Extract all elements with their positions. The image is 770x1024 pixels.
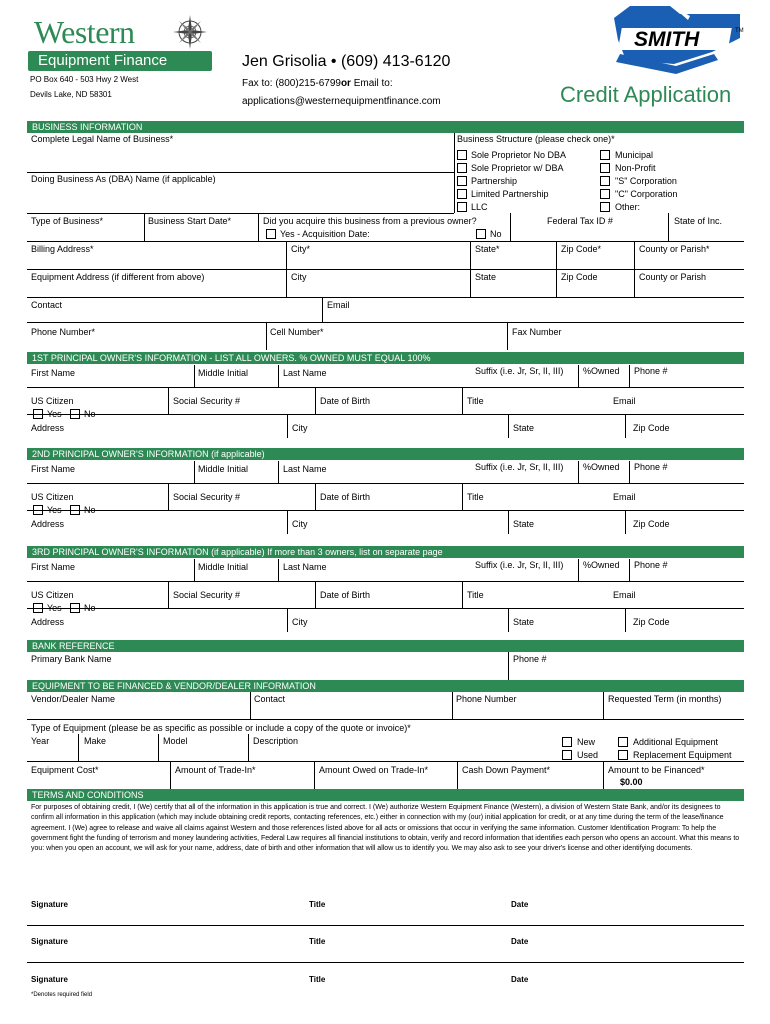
structure-option: LLC xyxy=(471,202,488,212)
owner-1-divider xyxy=(462,387,463,414)
owner-3-middle-label: Middle Initial xyxy=(198,562,249,572)
owner-2-divider xyxy=(194,461,195,483)
owner-1-divider xyxy=(194,365,195,387)
equipment-address-label: Equipment Address (if different from above) xyxy=(31,272,205,282)
cell-label: Cell Number* xyxy=(270,327,324,337)
signature-date-label-2: Date xyxy=(511,937,529,946)
owner-2-city-label: City xyxy=(292,519,308,529)
owner-3-citizen-yes-label: Yes xyxy=(47,603,62,613)
owner-3-us-citizen-label: US Citizen xyxy=(31,590,74,600)
owner-1-first-name-label: First Name xyxy=(31,368,76,378)
owner-1-divider xyxy=(315,387,316,414)
owner-2-citizen-no-label: No xyxy=(84,505,96,515)
owner-2-divider xyxy=(629,461,630,483)
dba-label: Doing Business As (DBA) Name (if applicable) xyxy=(31,174,216,184)
owner-3-divider xyxy=(625,608,626,632)
billing-zip-label: Zip Code* xyxy=(561,244,602,254)
owner-1-divider xyxy=(629,365,630,387)
amount-financed-value[interactable]: $0.00 xyxy=(620,777,643,787)
owner-1-divider xyxy=(578,365,579,387)
equipment-cost-label: Equipment Cost* xyxy=(31,765,99,775)
structure-option: Non-Profit xyxy=(615,163,656,173)
acquired-yes-checkbox[interactable] xyxy=(266,229,276,239)
owner-3-last-name-label: Last Name xyxy=(283,562,327,572)
smith-tm: TM xyxy=(735,28,744,34)
cash-down-label: Cash Down Payment* xyxy=(462,765,551,775)
additional-equipment-checkbox[interactable] xyxy=(618,737,628,747)
signature-date-label-1: Date xyxy=(511,900,529,909)
terms-text: For purposes of obtaining credit, I (We) certify that all of the information in this application is true and correct. I (We) authorize Western Equipment Finance (Western), a division of Western State Bank, and/or its designees to confirm all information in this application (which may include obtaining credit reports, contacting references, etc.) either in connection with my (our) initial application for credit, or at any time during the term of the lease/finance agreement. I (We) agree to release and waive all claims against Western and those references listed above for all acts or omissions that occur in verifying the same information. Customer Identification Program: To help the government fight the funding of terrorism and money laundering activities, Federal Law requires all financial institutions to obtain, verify and record information that identifies each person who opens an account. What this means to you: when you open an account, we will ask for your name, address, date of birth and other information that will allow us to identify you. We may also ask to see your driver's license and other identifying documents. xyxy=(31,804,740,853)
owner-3-divider xyxy=(194,559,195,581)
owner-1-state-label: State xyxy=(513,423,535,433)
start-date-label: Business Start Date* xyxy=(148,216,232,226)
partnership-checkbox[interactable] xyxy=(457,176,467,186)
owner-2-divider xyxy=(315,483,316,510)
owner-3-title-label: Title xyxy=(467,590,484,600)
owner-3-first-name-label: First Name xyxy=(31,562,76,572)
owner-3-divider xyxy=(315,581,316,608)
acquired-no-label: No xyxy=(490,229,502,239)
owner-2-divider xyxy=(168,483,169,510)
owner-1-row-line xyxy=(27,387,744,388)
owner-1-divider xyxy=(287,414,288,438)
owner-3-row-line xyxy=(27,608,744,609)
smith-logo xyxy=(600,4,748,78)
owner-3-phone-label: Phone # xyxy=(634,560,668,570)
compass-icon xyxy=(172,14,208,50)
owner-3-divider xyxy=(287,608,288,632)
fax-label: Fax Number xyxy=(512,327,562,337)
owner-2-divider xyxy=(508,510,509,534)
owner-1-citizen-yes-label: Yes xyxy=(47,409,62,419)
structure-option: Municipal xyxy=(615,150,654,160)
owner-3-divider xyxy=(578,559,579,581)
vendor-contact-label: Contact xyxy=(254,694,286,704)
bank-phone-label: Phone # xyxy=(513,654,547,664)
logo-band: Equipment Finance xyxy=(28,51,212,71)
vendor-phone-label: Phone Number xyxy=(456,694,517,704)
owner-1-citizen-no-label: No xyxy=(84,409,96,419)
billing-address-label: Billing Address* xyxy=(31,244,94,254)
amount-owed-label: Amount Owed on Trade-In* xyxy=(319,765,429,775)
equipment-type-label: Type of Equipment (please be as specific as possible or include a copy of the quote or invoice)* xyxy=(31,723,411,733)
owner-1-dob-label: Date of Birth xyxy=(320,396,371,406)
structure-option: Sole Proprietor w/ DBA xyxy=(471,163,564,173)
owner-2-title-label: Title xyxy=(467,492,484,502)
owner-2-owned-label: %Owned xyxy=(583,462,620,472)
billing-city-label: City* xyxy=(291,244,311,254)
owner-3-owned-label: %Owned xyxy=(583,560,620,570)
fax-email-label: Email to: xyxy=(350,78,393,89)
owner-2-ssn-label: Social Security # xyxy=(173,492,241,502)
sole-prop-no-dba-checkbox[interactable] xyxy=(457,150,467,160)
owner-2-address-label: Address xyxy=(31,519,65,529)
structure-option: Other: xyxy=(615,202,641,212)
other-checkbox[interactable] xyxy=(600,202,610,212)
owner-1-divider xyxy=(278,365,279,387)
structure-option: Partnership xyxy=(471,176,518,186)
owner-3-row-line xyxy=(27,581,744,582)
make-label: Make xyxy=(84,736,107,746)
signature-date-label-3: Date xyxy=(511,975,529,984)
contact-name-phone: Jen Grisolia • (609) 413-6120 xyxy=(242,53,451,70)
description-label: Description xyxy=(253,736,299,746)
additional-equipment-label: Additional Equipment xyxy=(633,737,719,747)
owner-2-divider xyxy=(625,510,626,534)
tax-id-label: Federal Tax ID # xyxy=(547,216,613,226)
owner-2-row-line xyxy=(27,483,744,484)
business-section-header: BUSINESS INFORMATION xyxy=(27,121,744,133)
fax-number: Fax to: (800)215-6799 xyxy=(242,78,341,89)
owner-2-phone-label: Phone # xyxy=(634,462,668,472)
owner-3-city-label: City xyxy=(292,617,308,627)
owner-1-row-line xyxy=(27,414,744,415)
owner-3-dob-label: Date of Birth xyxy=(320,590,371,600)
bank-section-header: BANK REFERENCE xyxy=(27,640,744,652)
primary-bank-label: Primary Bank Name xyxy=(31,654,112,664)
owner-2-email-label: Email xyxy=(613,492,636,502)
western-logo xyxy=(28,14,213,72)
owner-3-ssn-label: Social Security # xyxy=(173,590,241,600)
owner-1-city-label: City xyxy=(292,423,308,433)
replacement-equipment-label: Replacement Equipment xyxy=(633,750,732,760)
owner-3-suffix-label: Suffix (i.e. Jr, Sr, II, III) xyxy=(475,560,564,570)
owner-3-divider xyxy=(168,581,169,608)
owner-2-divider xyxy=(578,461,579,483)
billing-state-label: State* xyxy=(475,244,500,254)
acquire-question: Did you acquire this business from a previous owner? xyxy=(263,216,477,226)
owner-2-last-name-label: Last Name xyxy=(283,464,327,474)
structure-option: Limited Partnership xyxy=(471,189,549,199)
owner-2-divider xyxy=(278,461,279,483)
owner-2-suffix-label: Suffix (i.e. Jr, Sr, II, III) xyxy=(475,462,564,472)
vendor-label: Vendor/Dealer Name xyxy=(31,694,116,704)
business-type-label: Type of Business* xyxy=(31,216,104,226)
structure-option: Sole Proprietor No DBA xyxy=(471,150,567,160)
owner-2-row-line xyxy=(27,510,744,511)
signature-label-1: Signature xyxy=(31,900,68,909)
llc-checkbox[interactable] xyxy=(457,202,467,212)
owner-1-divider xyxy=(625,414,626,438)
phone-label: Phone Number* xyxy=(31,327,96,337)
c-corp-checkbox[interactable] xyxy=(600,189,610,199)
owner-2-state-label: State xyxy=(513,519,535,529)
owner-1-divider xyxy=(508,414,509,438)
owner-1-us-citizen-label: US Citizen xyxy=(31,396,74,406)
signature-label-3: Signature xyxy=(31,975,68,984)
owner-1-section-header: 1ST PRINCIPAL OWNER'S INFORMATION - LIST ALL OWNERS. % OWNED MUST EQUAL 100% xyxy=(27,352,744,364)
business-email-label: Email xyxy=(327,300,350,310)
owner-1-address-label: Address xyxy=(31,423,65,433)
owner-1-phone-label: Phone # xyxy=(634,366,668,376)
owner-1-zip-label: Zip Code xyxy=(633,423,670,433)
structure-option: "S" Corporation xyxy=(615,176,677,186)
owner-1-owned-label: %Owned xyxy=(583,366,620,376)
used-checkbox[interactable] xyxy=(562,750,572,760)
owner-2-first-name-label: First Name xyxy=(31,464,76,474)
required-footnote: *Denotes required field xyxy=(31,992,93,998)
owner-2-divider xyxy=(462,483,463,510)
owner-2-dob-label: Date of Birth xyxy=(320,492,371,502)
owner-1-middle-label: Middle Initial xyxy=(198,368,249,378)
terms-section-header: TERMS AND CONDITIONS xyxy=(27,789,744,801)
model-label: Model xyxy=(163,736,188,746)
owner-3-citizen-no-label: No xyxy=(84,603,96,613)
owner-3-section-header: 3RD PRINCIPAL OWNER'S INFORMATION (if applicable) If more than 3 owners, list on separate page xyxy=(27,546,744,558)
owner-1-title-label: Title xyxy=(467,396,484,406)
limited-partnership-checkbox[interactable] xyxy=(457,189,467,199)
owner-1-ssn-label: Social Security # xyxy=(173,396,241,406)
owner-3-state-label: State xyxy=(513,617,535,627)
owner-3-email-label: Email xyxy=(613,590,636,600)
owner-3-divider xyxy=(629,559,630,581)
owner-2-section-header: 2ND PRINCIPAL OWNER'S INFORMATION (if applicable) xyxy=(27,448,744,460)
owner-2-zip-label: Zip Code xyxy=(633,519,670,529)
equipment-section-header: EQUIPMENT TO BE FINANCED & VENDOR/DEALER INFORMATION xyxy=(27,680,744,692)
owner-2-citizen-yes-label: Yes xyxy=(47,505,62,515)
municipal-checkbox[interactable] xyxy=(600,150,610,160)
contact-label: Contact xyxy=(31,300,63,310)
owner-1-last-name-label: Last Name xyxy=(283,368,327,378)
page-title: Credit Application xyxy=(560,82,732,107)
fax-line xyxy=(242,77,393,90)
owner-3-zip-label: Zip Code xyxy=(633,617,670,627)
owner-3-divider xyxy=(508,608,509,632)
amount-financed-label: Amount to be Financed* xyxy=(608,765,705,775)
s-corp-checkbox[interactable] xyxy=(600,176,610,186)
acquired-yes-label: Yes - Acquisition Date: xyxy=(280,229,370,239)
signature-label-2: Signature xyxy=(31,937,68,946)
structure-option: "C" Corporation xyxy=(615,189,678,199)
signature-title-label-3: Title xyxy=(309,975,326,984)
equipment-state-label: State xyxy=(475,272,497,282)
owner-3-divider xyxy=(278,559,279,581)
non-profit-checkbox[interactable] xyxy=(600,163,610,173)
billing-county-label: County or Parish* xyxy=(639,244,710,254)
acquired-no-checkbox[interactable] xyxy=(476,229,486,239)
owner-2-divider xyxy=(287,510,288,534)
replacement-equipment-checkbox[interactable] xyxy=(618,750,628,760)
owner-3-address-label: Address xyxy=(31,617,65,627)
owner-1-email-label: Email xyxy=(613,396,636,406)
company-address-2: Devils Lake, ND 58301 xyxy=(30,90,112,99)
new-label: New xyxy=(577,737,596,747)
owner-2-middle-label: Middle Initial xyxy=(198,464,249,474)
equipment-city-label: City xyxy=(291,272,307,282)
owner-2-us-citizen-label: US Citizen xyxy=(31,492,74,502)
logo-wordmark: Western xyxy=(34,14,135,50)
new-checkbox[interactable] xyxy=(562,737,572,747)
owner-1-divider xyxy=(168,387,169,414)
owner-1-suffix-label: Suffix (i.e. Jr, Sr, II, III) xyxy=(475,366,564,376)
legal-name-label: Complete Legal Name of Business* xyxy=(31,134,174,144)
application-email[interactable]: applications@westernequipmentfinance.com xyxy=(242,96,441,107)
year-label: Year xyxy=(31,736,50,746)
equipment-county-label: County or Parish xyxy=(639,272,707,282)
trade-in-label: Amount of Trade-In* xyxy=(175,765,256,775)
sole-prop-dba-checkbox[interactable] xyxy=(457,163,467,173)
signature-title-label-2: Title xyxy=(309,937,326,946)
requested-term-label: Requested Term (in months) xyxy=(608,694,722,704)
company-address-1: PO Box 640 - 503 Hwy 2 West xyxy=(30,75,139,84)
state-inc-label: State of Inc. xyxy=(674,216,723,226)
equipment-zip-label: Zip Code xyxy=(561,272,598,282)
used-label: Used xyxy=(577,750,599,760)
owner-3-divider xyxy=(462,581,463,608)
signature-title-label-1: Title xyxy=(309,900,326,909)
smith-logo-text: SMITH xyxy=(634,28,700,51)
fax-or: or xyxy=(340,78,351,89)
structure-label: Business Structure (please check one)* xyxy=(457,134,615,144)
